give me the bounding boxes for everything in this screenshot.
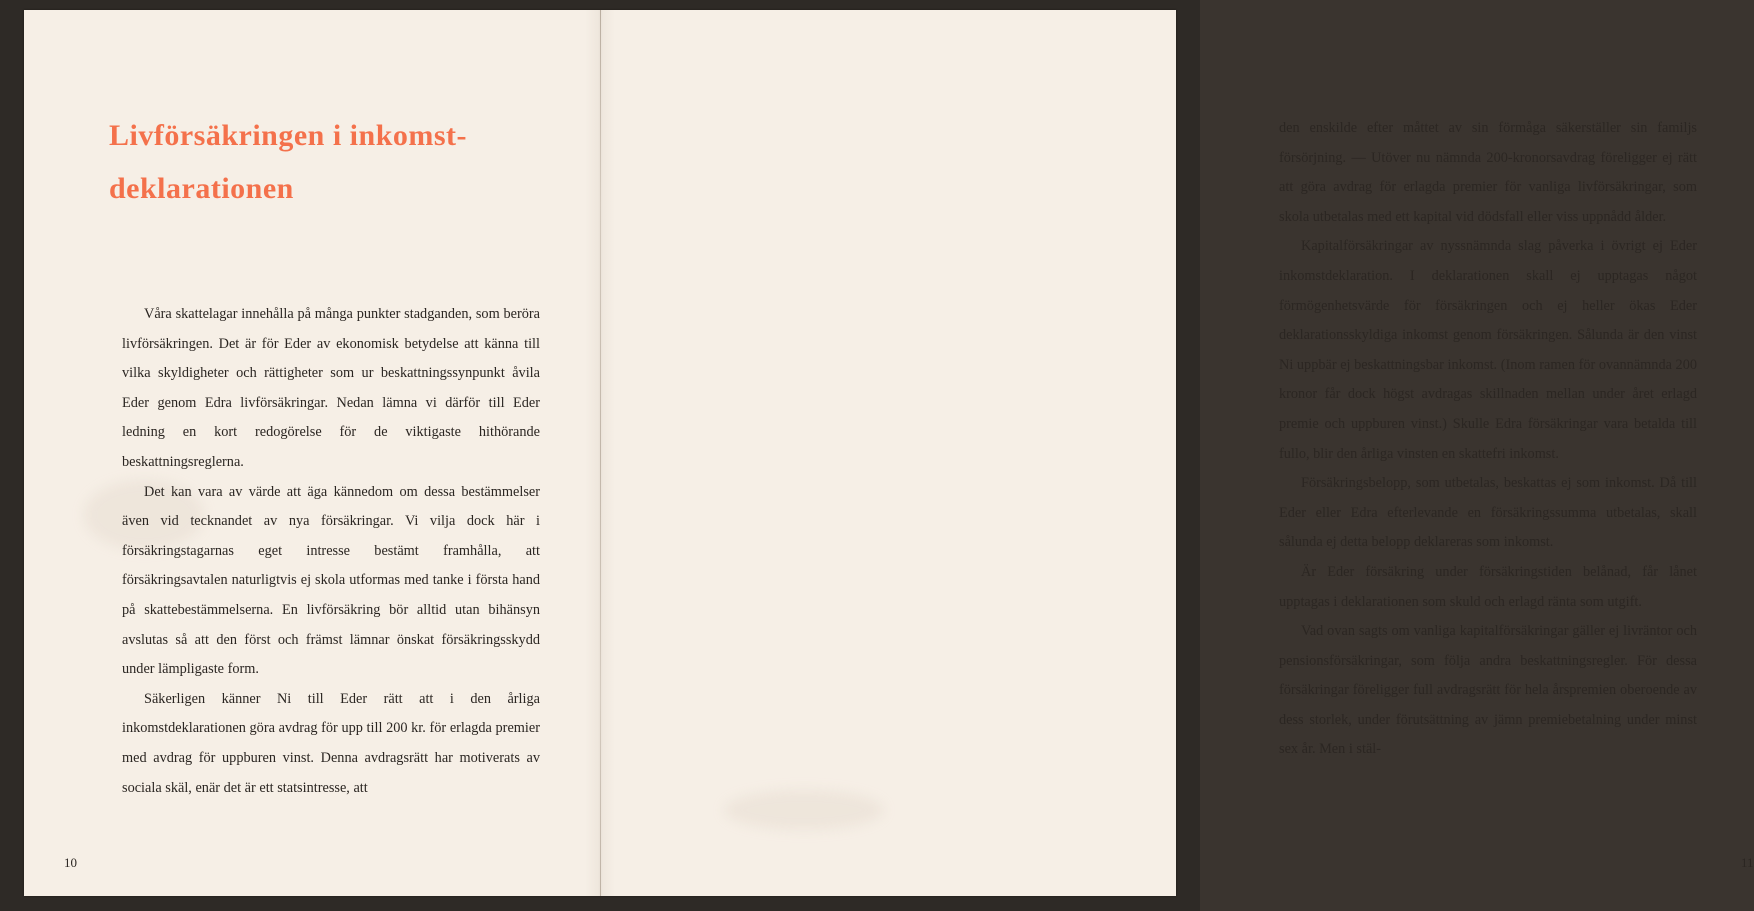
page-title-line-2: deklarationen bbox=[109, 171, 294, 205]
paragraph: Försäkringsbelopp, som utbetalas, beskattas ej som inkomst. Då till Eder eller Edra efterlevande en försäkringssumma utbetalas, skall sålunda ej detta belopp deklareras som inkomst. bbox=[1279, 475, 1697, 551]
right-page-body bbox=[1279, 114, 1697, 765]
page-number-left: 10 bbox=[64, 855, 77, 870]
paragraph: den enskilde efter måttet av sin förmåga säkerställer sin familjs försörjning. — Utöver nu nämnda 200-kronorsavdrag föreligger ej rätt att göra avdrag för erlagda premier för vanliga livförsäkringar, som skola utbetalas med ett kapital vid dödsfall eller viss uppnådd ålder. bbox=[1279, 120, 1697, 225]
page-title-line-1: Livförsäkringen i inkomst- bbox=[109, 119, 468, 152]
paragraph: Det kan vara av värde att äga kännedom om dessa bestämmelser även vid tecknandet av nya försäkringar. Vi vilja dock här i försäkringstagarnas eget intresse bestämt framhålla, att försäkringsavtalen naturligtvis ej skola utformas med tanke i första hand på skattebestämmelserna. En livförsäkring bör alltid utan bihänsyn avslutas så att den först och främst lämnar önskat försäkringsskydd under lämpligaste form. bbox=[122, 483, 540, 678]
page-title bbox=[109, 110, 539, 215]
left-page bbox=[24, 10, 600, 896]
paragraph: Våra skattelagar innehålla på många punkter stadganden, som beröra livförsäkringen. Det är för Eder av ekonomisk betydelse att känna till vilka skyldigheter och rättigheter som ur beskattningssynpunkt åvila Eder genom Edra livförsäkringar. Nedan lämna vi därför till Eder ledning en kort redogörelse för de viktigaste hithörande beskattningsreglerna. bbox=[122, 306, 540, 470]
left-page-body bbox=[122, 300, 540, 803]
paragraph: Är Eder försäkring under försäkringstiden belånad, får lånet upptagas i deklarationen som skuld och erlagd ränta som utgift. bbox=[1279, 563, 1697, 610]
paragraph: Säkerligen känner Ni till Eder rätt att i den årliga inkomstdeklarationen göra avdrag för upp till 200 kr. för erlagda premier med avdrag för uppburen vinst. Denna avdragsrätt har motiverats av sociala skäl, enär det är ett statsintresse, att bbox=[122, 690, 540, 796]
page-number-right: 11 bbox=[1741, 855, 1754, 870]
paragraph: Kapitalförsäkringar av nyssnämnda slag påverka i övrigt ej Eder inkomstdeklaration. I deklarationen skall ej upptagas något förmögenhetsvärde för försäkringen och ej heller ökas Eder deklarationsskyldiga inkomst genom försäkringen. Sålunda är den vinst Ni uppbär ej beskattningsbar inkomst. (Inom ramen för ovannämnda 200 kronor får dock högst avdragas skillnaden mellan under året erlagd premie och uppburen vinst.) Skulle Edra försäkringar vara betalda till fullo, blir den årliga vinsten en skattefri inkomst. bbox=[1279, 238, 1697, 462]
right-page bbox=[601, 10, 1754, 896]
paragraph: Vad ovan sagts om vanliga kapitalförsäkringar gäller ej livräntor och pensionsförsäkringar, som följa andra beskattningsregler. För dessa försäkringar föreligger full avdragsrätt för hela årspremien oberoende av dess storlek, under förutsättning av jämn premiebetalning under minst sex år. Men i stäl- bbox=[1279, 623, 1697, 758]
